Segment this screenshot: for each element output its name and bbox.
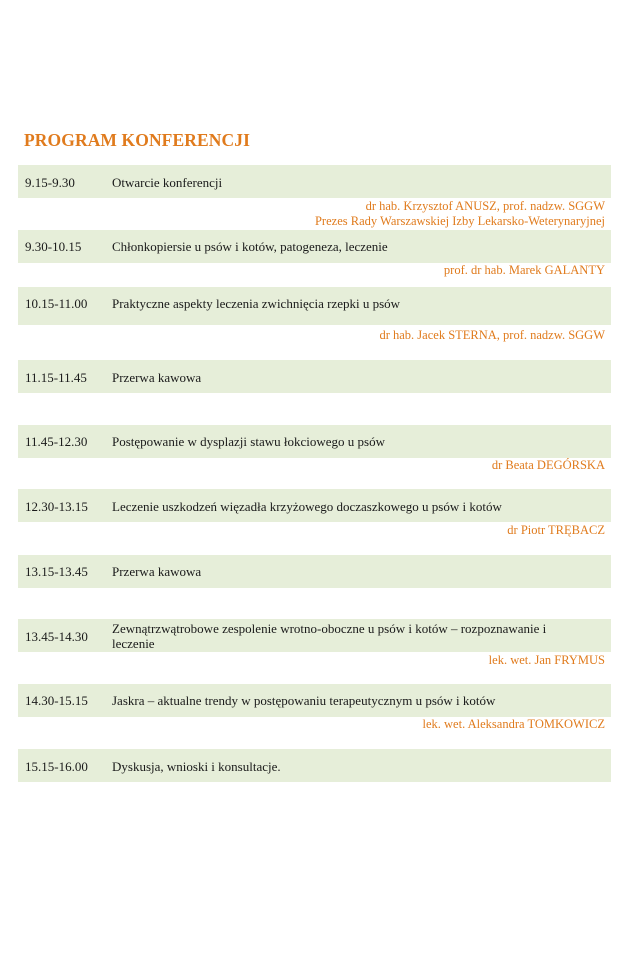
session-speaker: prof. dr hab. Marek GALANTY: [443, 263, 605, 277]
session-time: 9.30-10.15: [25, 239, 82, 254]
session-speaker-role: Prezes Rady Warszawskiej Izby Lekarsko-Weterynaryjnej: [314, 214, 605, 228]
session-topic: Dyskusja, wnioski i konsultacje.: [112, 759, 281, 774]
session-time: 9.15-9.30: [25, 175, 75, 190]
session-topic: Otwarcie konferencji: [112, 175, 223, 190]
page-title: PROGRAM KONFERENCJI: [24, 130, 250, 150]
session-topic: Jaskra – aktualne trendy w postępowaniu terapeutycznym u psów i kotów: [112, 693, 496, 708]
session-speaker: dr hab. Jacek STERNA, prof. nadzw. SGGW: [379, 328, 605, 342]
session-topic: Przerwa kawowa: [112, 370, 202, 385]
session-time: 13.15-13.45: [25, 564, 88, 579]
session-time: 10.15-11.00: [25, 296, 88, 311]
session-time: 15.15-16.00: [25, 759, 88, 774]
session-topic: Praktyczne aspekty leczenia zwichnięcia rzepki u psów: [112, 296, 401, 311]
session-time: 13.45-14.30: [25, 629, 88, 644]
session-topic: Przerwa kawowa: [112, 564, 202, 579]
session-time: 11.15-11.45: [25, 370, 87, 385]
session-topic: Leczenie uszkodzeń więzadła krzyżowego doczaszkowego u psów i kotów: [112, 499, 502, 514]
session-topic: Chłonkopiersie u psów i kotów, patogeneza, leczenie: [112, 239, 388, 254]
session-speaker: lek. wet. Aleksandra TOMKOWICZ: [422, 717, 605, 731]
session-time: 14.30-15.15: [25, 693, 88, 708]
session-topic: Zewnątrzwątrobowe zespolenie wrotno-oboczne u psów i kotów – rozpoznawanie i leczenie: [112, 621, 547, 651]
session-speaker: lek. wet. Jan FRYMUS: [488, 653, 605, 667]
session-time: 12.30-13.15: [25, 499, 88, 514]
session-speaker: dr Beata DEGÓRSKA: [491, 458, 605, 472]
session-topic: Postępowanie w dysplazji stawu łokciowego u psów: [112, 434, 385, 449]
session-speaker: dr Piotr TRĘBACZ: [507, 523, 605, 537]
session-speaker: dr hab. Krzysztof ANUSZ, prof. nadzw. SGGW: [365, 199, 605, 213]
session-time: 11.45-12.30: [25, 434, 88, 449]
